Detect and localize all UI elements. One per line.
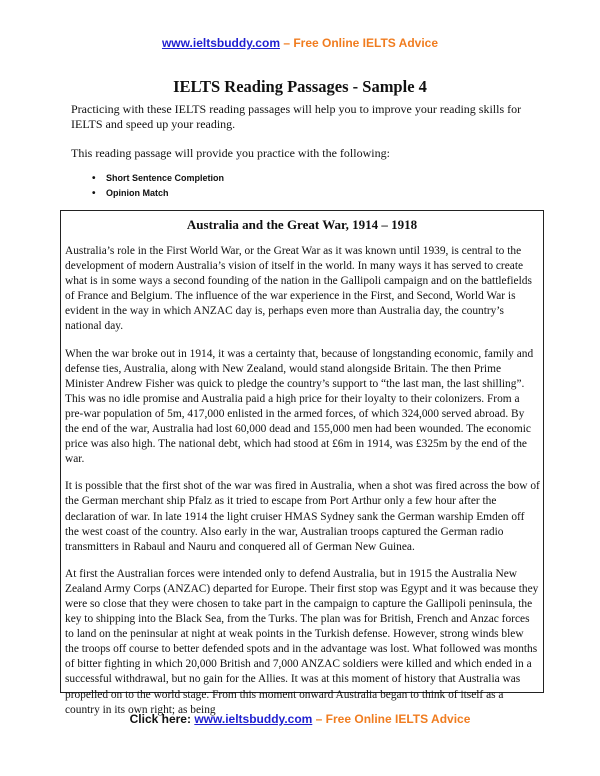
practice-item: • Short Sentence Completion — [94, 171, 224, 186]
footer-prefix: Click here: — [129, 712, 195, 726]
intro-paragraph: Practicing with these IELTS reading passages will help you to improve your reading skills for IELTS and speed up your reading. — [71, 102, 522, 131]
header-tagline: Free Online IELTS Advice — [293, 36, 439, 50]
passage-paragraph: Australia’s role in the First World War, or the Great War as it was known until 1939, is central to the development of modern Australia’s vision of itself in the world. In many ways it has served to create what is in some ways a second founding of the nation in the Gallipoli campaign and on the battlefields of France and Belgium. The influence of the war experience in the First, and Second, World War is evident in the way in which ANZAC day is, perhaps even more than Australia day, the country’s national day. — [65, 245, 532, 333]
passage-paragraph: At first the Australian forces were intended only to defend Australia, but in 1915 the Australia New Zealand Army Corps (ANZAC) departed for Europe. Their first stop was Egypt and it was because they were so close that they were chosen to take part in the campaign to capture the Gallipoli peninsula, the key to shipping into the Black Sea, from the Turks. The plan was for British, French and Anzac forces to land on the peninsular at night at weak points in the Turkish defense. However, strong winds blew the troops off course to better defended spots and in the advantage was lost. What followed was months of bitter fighting in which 20,000 British and 7,000 ANZAC soldiers were killed and which ended in a successful withdrawal, but no gain for the Allies. It was at this moment of history that Australia was propelled on to the world stage. From this moment onward Australia began to think of itself as a country in its own right; as being — [65, 567, 539, 716]
intro-practice-lead: This reading passage will provide you practice with the following: — [71, 146, 390, 160]
footer-site-link[interactable]: www.ieltsbuddy.com — [194, 712, 313, 726]
passage-paragraph: When the war broke out in 1914, it was a certainty that, because of longstanding economic, family and defense ties, Australia, along with New Zealand, would stand alongside Britain. The then Prime Minister Andrew Fisher was quick to pledge the country’s support to “the last man, the last shilling”. This was no idle promise and Australia paid a high price for their loyalty to their colonizers. From a pre-war population of 5m, 417,000 enlisted in the armed forces, of which 324,000 served abroad. By the end of the war, Australia had lost 60,000 dead and 155,000 men had been wounded. The economic price was also high. The national debt, which had stood at £6m in 1914, was £325m by the end of the war. — [65, 347, 534, 466]
footer-tagline: Free Online IELTS Advice — [325, 712, 471, 726]
practice-list — [94, 171, 224, 201]
page-title: IELTS Reading Passages - Sample 4 — [173, 77, 427, 96]
passage-paragraph: It is possible that the first shot of the war was fired in Australia, when a shot was fired across the bow of the German merchant ship Pfalz as it tried to escape from Port Arthur only a few hour after the declaration of war. In late 1914 the light cruiser HMAS Sydney sank the German warship Emden off the west coast of the country. Also early in the war, Australian troops captured the German radio transmitters in Rabaul and Nauru and conquered all of German New Guinea. — [65, 480, 540, 553]
page-header — [0, 36, 600, 50]
practice-item: • Opinion Match — [94, 186, 224, 201]
page-footer — [0, 712, 600, 726]
passage-title: Australia and the Great War, 1914 – 1918 — [186, 217, 418, 232]
header-dash: – — [279, 36, 294, 50]
passage-box — [60, 210, 544, 716]
footer-dash: – — [312, 712, 326, 726]
header-site-link[interactable]: www.ieltsbuddy.com — [161, 36, 280, 50]
